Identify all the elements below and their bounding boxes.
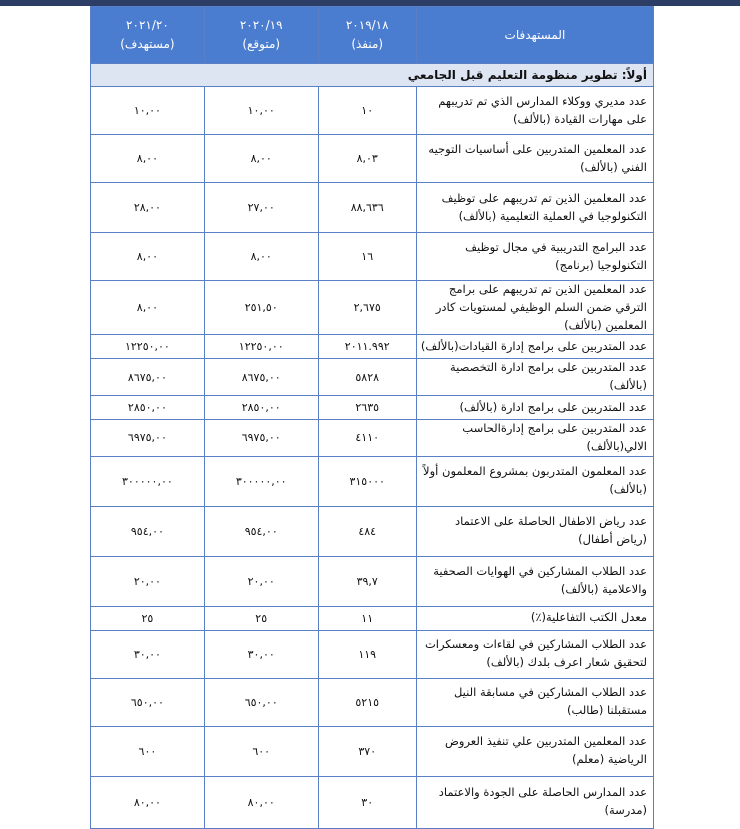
- section-title: أولاً: تطوير منظومة التعليم قبل الجامعي: [91, 64, 654, 87]
- row-plan-value: ٢٠,٠٠: [91, 556, 205, 606]
- row-label: عدد رياض الاطفال الحاصلة على الاعتماد (رياض أطفال): [416, 506, 653, 556]
- row-expected-value: ٣٠٠٠٠٠,٠٠: [204, 456, 318, 506]
- row-label: عدد المتدربين على برامج ادارة التخصصية (بالألف): [416, 359, 653, 396]
- table-row: [91, 183, 654, 233]
- row-actual-value: ٤١١٠: [318, 420, 416, 457]
- row-plan-value: ٦٩٧٥,٠٠: [91, 420, 205, 457]
- row-expected-value: ٢٠,٠٠: [204, 556, 318, 606]
- row-plan-value: ٨,٠٠: [91, 281, 205, 335]
- row-expected-value: ٨,٠٠: [204, 233, 318, 281]
- row-label: عدد المتدربين على برامج إدارةالحاسب الالي(بالألف): [416, 420, 653, 457]
- header-actual-tag: (منفذ): [351, 37, 384, 51]
- targets-table: [90, 6, 654, 829]
- row-plan-value: ٨,٠٠: [91, 233, 205, 281]
- row-plan-value: ٣٠,٠٠: [91, 630, 205, 678]
- row-expected-value: ٦٩٧٥,٠٠: [204, 420, 318, 457]
- row-actual-value: ١١: [318, 606, 416, 630]
- row-expected-value: ٦٥٠,٠٠: [204, 678, 318, 726]
- row-actual-value: ٣١٥٠٠٠: [318, 456, 416, 506]
- row-label: عدد الطلاب المشاركين في لقاءات ومعسكرات لتحقيق شعار اعرف بلدك (بالألف): [416, 630, 653, 678]
- row-plan-value: ٢٨٥٠,٠٠: [91, 396, 205, 420]
- row-actual-value: ١٦: [318, 233, 416, 281]
- row-plan-value: ٢٥: [91, 606, 205, 630]
- row-label: عدد الطلاب المشاركين في الهوايات الصحفية والاعلامية (بالألف): [416, 556, 653, 606]
- row-label: عدد الطلاب المشاركين في مسابقة النيل مستقبلنا (طالب): [416, 678, 653, 726]
- header-expected: [204, 7, 318, 64]
- row-actual-value: ١١٩: [318, 630, 416, 678]
- row-expected-value: ٨٦٧٥,٠٠: [204, 359, 318, 396]
- row-label: معدل الكتب التفاعلية(٪): [416, 606, 653, 630]
- row-actual-value: ٣٩,٧: [318, 556, 416, 606]
- row-expected-value: ٦٠٠: [204, 726, 318, 776]
- row-label: عدد المدارس الحاصلة على الجودة والاعتماد (مدرسة): [416, 776, 653, 828]
- row-actual-value: ٥٢١٥: [318, 678, 416, 726]
- row-expected-value: ٢٨٥٠,٠٠: [204, 396, 318, 420]
- header-expected-tag: (متوقع): [242, 37, 281, 51]
- row-plan-value: ٦٠٠: [91, 726, 205, 776]
- row-plan-value: ٨٦٧٥,٠٠: [91, 359, 205, 396]
- row-actual-value: ٢٠١١.٩٩٢: [318, 335, 416, 359]
- table-row: [91, 281, 654, 335]
- row-expected-value: ٣٠,٠٠: [204, 630, 318, 678]
- row-expected-value: ٨,٠٠: [204, 135, 318, 183]
- table-row: [91, 135, 654, 183]
- table-row: [91, 726, 654, 776]
- row-label: عدد المتدربين على برامج ادارة (بالألف): [416, 396, 653, 420]
- table-row: [91, 630, 654, 678]
- header-plan: [91, 7, 205, 64]
- row-plan-value: ٣٠٠٠٠٠,٠٠: [91, 456, 205, 506]
- row-label: عدد المعلمين المتدربين علي تنفيذ العروض الرياضية (معلم): [416, 726, 653, 776]
- row-expected-value: ٨٠,٠٠: [204, 776, 318, 828]
- row-actual-value: ٢٦٣٥: [318, 396, 416, 420]
- table-row: [91, 420, 654, 457]
- table-row: [91, 233, 654, 281]
- row-expected-value: ١٢٢٥٠,٠٠: [204, 335, 318, 359]
- table-row: [91, 606, 654, 630]
- row-actual-value: ٢,٦٧٥: [318, 281, 416, 335]
- row-actual-value: ٣٠: [318, 776, 416, 828]
- table-row: [91, 776, 654, 828]
- table-row: [91, 506, 654, 556]
- row-label: عدد المعلمون المتدربون بمشروع المعلمون أولاً (بالألف): [416, 456, 653, 506]
- header-actual-year: ٢٠١٩/١٨: [345, 18, 389, 33]
- header-expected-year: ٢٠٢٠/١٩: [239, 18, 283, 33]
- row-label: عدد البرامج التدريبية في مجال توظيف التكنولوجيا (برنامج): [416, 233, 653, 281]
- row-plan-value: ٩٥٤,٠٠: [91, 506, 205, 556]
- header-actual: [318, 7, 416, 64]
- row-plan-value: ٨٠,٠٠: [91, 776, 205, 828]
- row-expected-value: ٢٥١,٥٠: [204, 281, 318, 335]
- row-actual-value: ١٠: [318, 87, 416, 135]
- row-actual-value: ٥٨٢٨: [318, 359, 416, 396]
- row-label: عدد المتدربين على برامج إدارة القيادات(بالألف): [416, 335, 653, 359]
- section-row: [91, 64, 654, 87]
- row-actual-value: ٨٨,٦٣٦: [318, 183, 416, 233]
- table-row: [91, 456, 654, 506]
- row-plan-value: ٨,٠٠: [91, 135, 205, 183]
- row-label: عدد المعلمين الذين تم تدريبهم على برامج الترقي ضمن السلم الوظيفي لمستويات كادر المعلمين (بالألف): [416, 281, 653, 335]
- row-expected-value: ١٠,٠٠: [204, 87, 318, 135]
- table-row: [91, 359, 654, 396]
- row-actual-value: ٨,٠٣: [318, 135, 416, 183]
- row-label: عدد المعلمين الذين تم تدريبهم على توظيف التكنولوجيا في العملية التعليمية (بالألف): [416, 183, 653, 233]
- row-label: عدد المعلمين المتدربين على أساسيات التوجيه الفني (بالألف): [416, 135, 653, 183]
- targets-table-container: [90, 6, 654, 829]
- table-header-row: [91, 7, 654, 64]
- table-row: [91, 335, 654, 359]
- header-targets-label: المستهدفات: [504, 27, 566, 42]
- table-row: [91, 678, 654, 726]
- row-expected-value: ٢٧,٠٠: [204, 183, 318, 233]
- header-plan-tag: (مستهدف): [120, 37, 175, 51]
- row-expected-value: ٢٥: [204, 606, 318, 630]
- table-row: [91, 87, 654, 135]
- header-targets: [416, 7, 653, 64]
- row-actual-value: ٤٨٤: [318, 506, 416, 556]
- row-actual-value: ٣٧٠: [318, 726, 416, 776]
- row-plan-value: ١٢٢٥٠,٠٠: [91, 335, 205, 359]
- row-label: عدد مديري ووكلاء المدارس الذي تم تدريبهم على مهارات القيادة (بالألف): [416, 87, 653, 135]
- row-plan-value: ١٠,٠٠: [91, 87, 205, 135]
- table-row: [91, 396, 654, 420]
- table-row: [91, 556, 654, 606]
- header-plan-year: ٢٠٢١/٢٠: [126, 18, 169, 33]
- row-expected-value: ٩٥٤,٠٠: [204, 506, 318, 556]
- row-plan-value: ٢٨,٠٠: [91, 183, 205, 233]
- row-plan-value: ٦٥٠,٠٠: [91, 678, 205, 726]
